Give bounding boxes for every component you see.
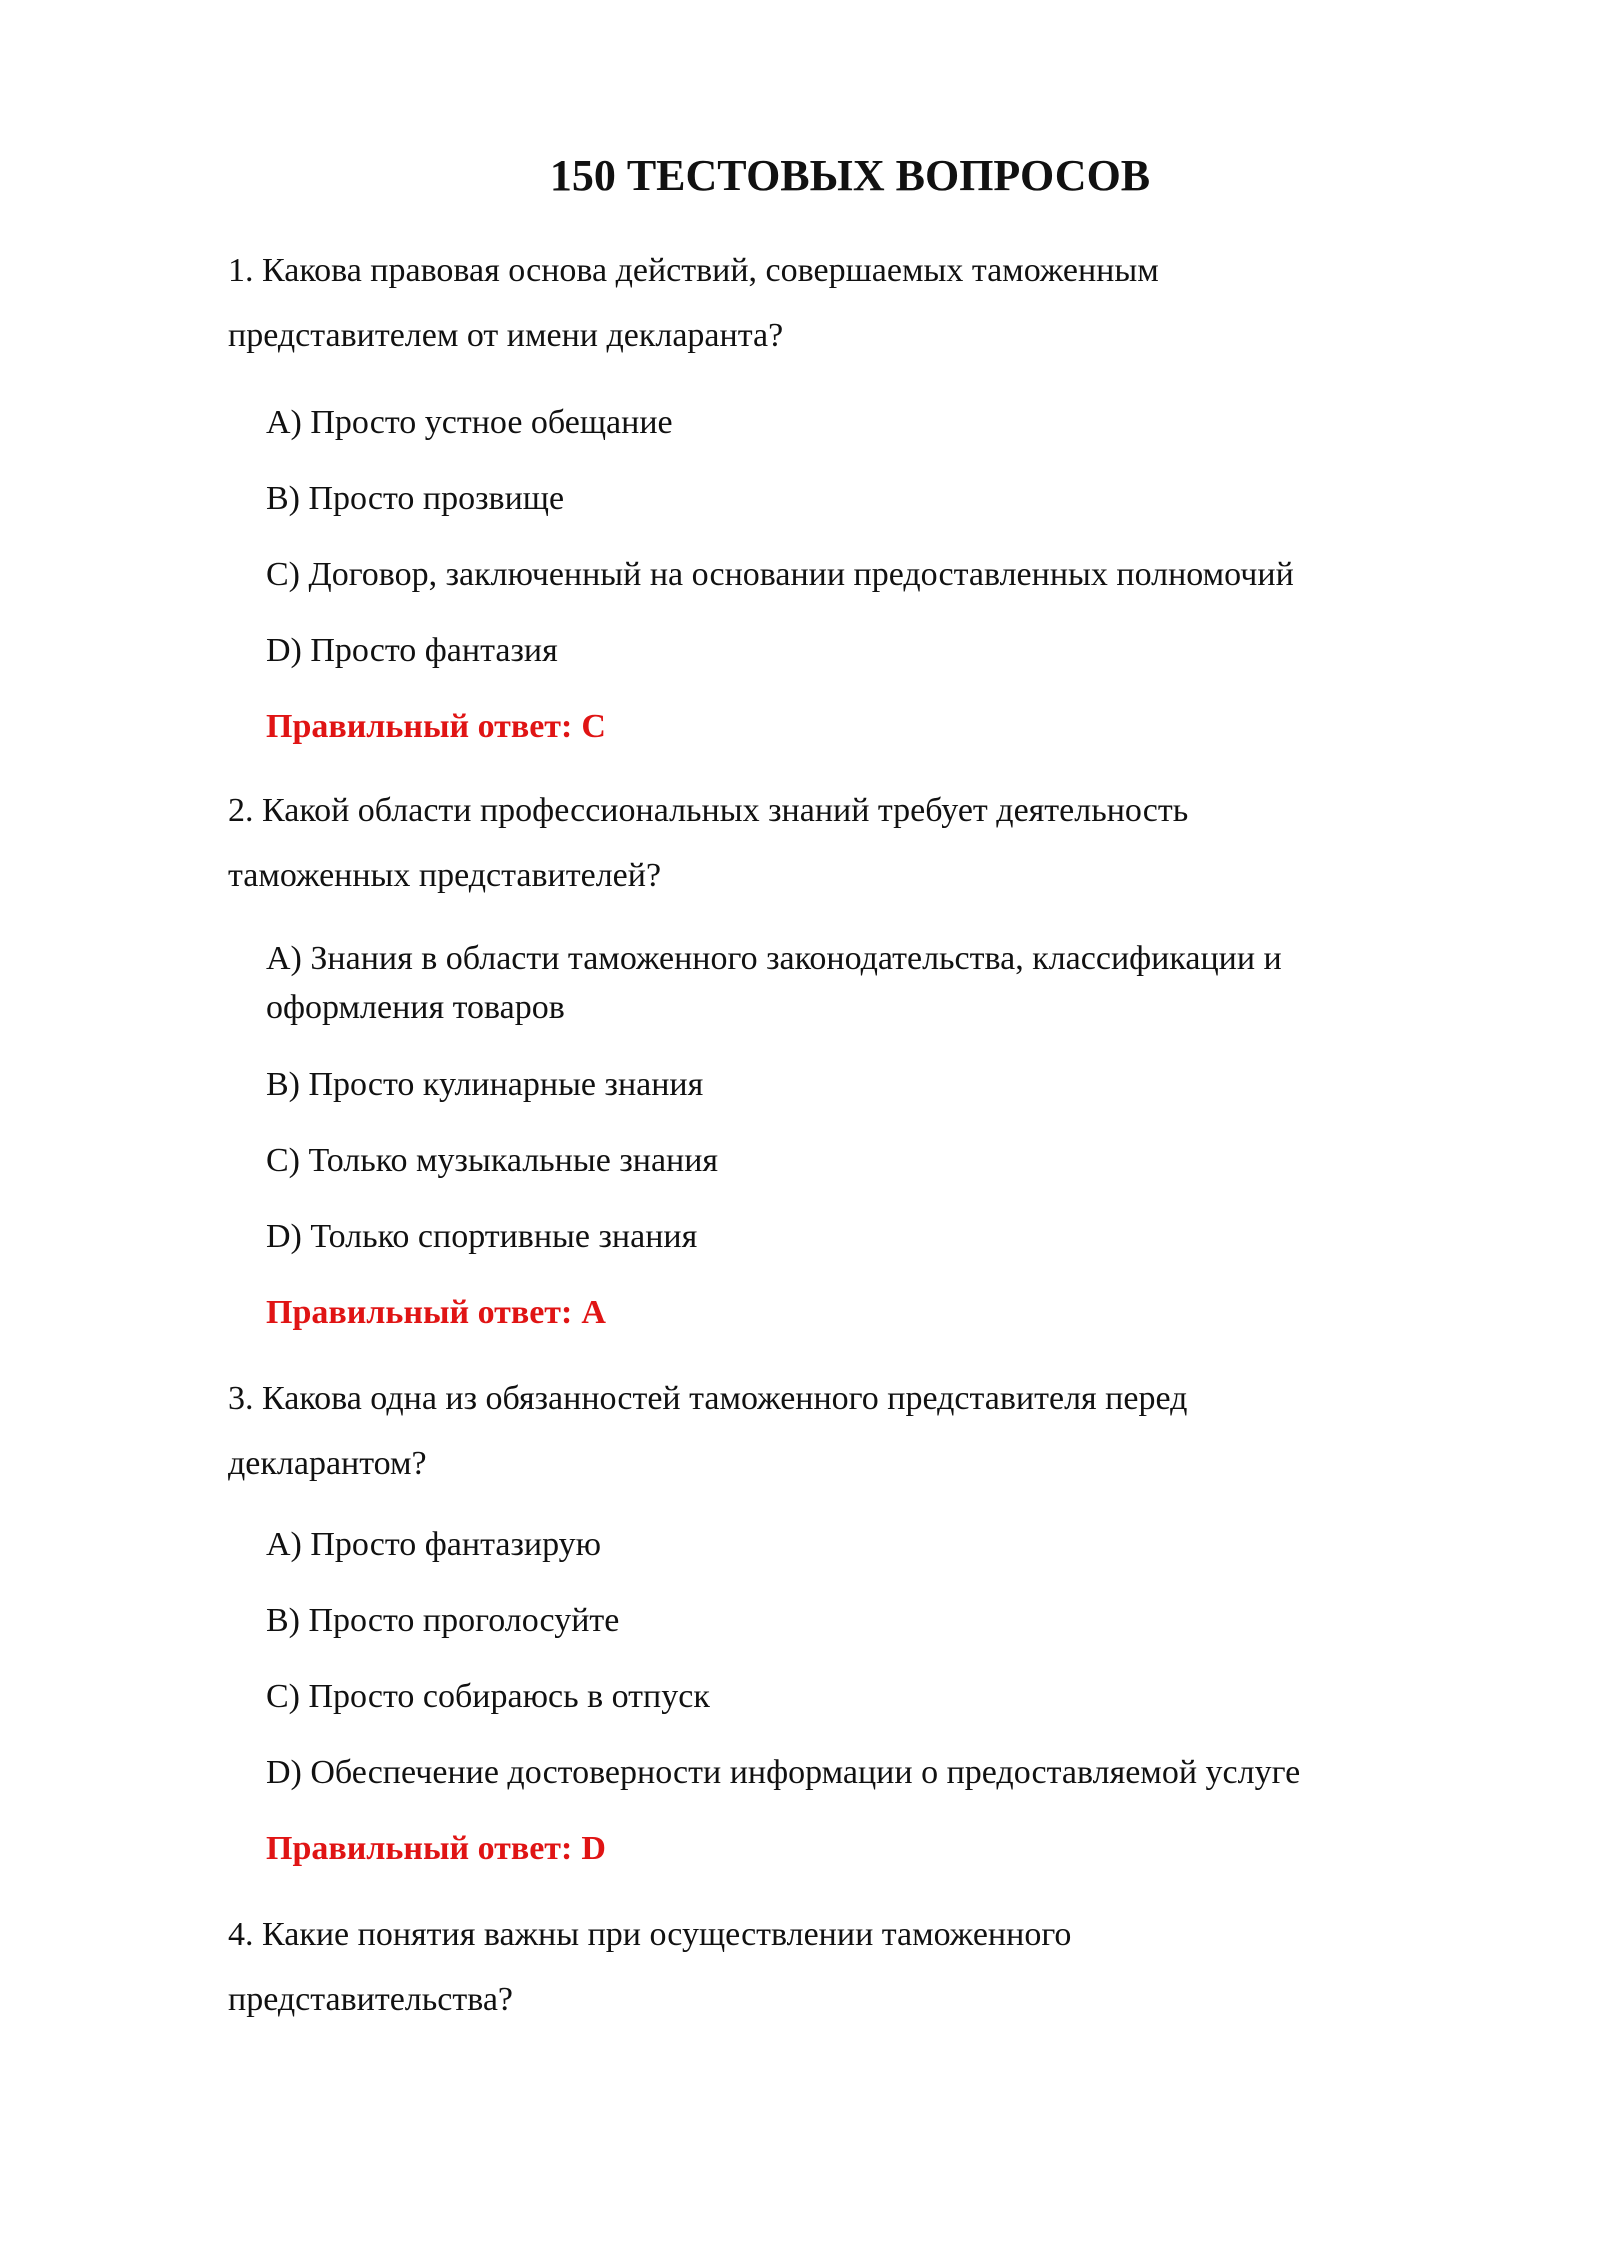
option-3-d: D) Обеспечение достоверности информации о предоставляемой услуге — [266, 1754, 1301, 1791]
answer-label: Правильный ответ: — [266, 708, 573, 745]
correct-answer-3 — [266, 1824, 606, 1873]
question-text-3: 3. Какова одна из обязанностей таможенного представителя перед декларантом? — [228, 1380, 1188, 1482]
option-3-a: A) Просто фантазирую — [266, 1526, 602, 1563]
question-text-1: 1. Какова правовая основа действий, совершаемых таможенным представителем от имени декларанта? — [228, 252, 1159, 354]
question-text-2: 2. Какой области профессиональных знаний требует деятельность таможенных представителей? — [228, 792, 1189, 894]
question-block-4 — [228, 1902, 1408, 2032]
option-1-b: B) Просто прозвище — [266, 480, 565, 517]
answer-label: Правильный ответ: — [266, 1830, 573, 1867]
option-2-c: C) Только музыкальные знания — [266, 1142, 719, 1179]
correct-answer-2 — [266, 1288, 606, 1337]
answer-label: Правильный ответ: — [266, 1294, 573, 1331]
correct-answer-1 — [266, 702, 606, 751]
answer-value: D — [581, 1830, 606, 1867]
answer-value: A — [581, 1294, 606, 1331]
option-3-c: C) Просто собираюсь в отпуск — [266, 1678, 710, 1715]
document-title: 150 ТЕСТОВЫХ ВОПРОСОВ — [549, 151, 1151, 200]
question-block-2 — [228, 778, 1408, 1331]
option-3-b: B) Просто проголосуйте — [266, 1602, 620, 1639]
option-1-a: A) Просто устное обещание — [266, 404, 673, 441]
answer-value: C — [581, 708, 606, 745]
option-1-d: D) Просто фантазия — [266, 632, 558, 669]
option-2-d: D) Только спортивные знания — [266, 1218, 698, 1255]
option-2-b: B) Просто кулинарные знания — [266, 1066, 704, 1103]
question-block-3 — [228, 1366, 1408, 1867]
question-block-1 — [228, 238, 1408, 745]
option-1-c: C) Договор, заключенный на основании предоставленных полномочий — [266, 556, 1294, 593]
option-2-a: A) Знания в области таможенного законодательства, классификации и оформления товаров — [266, 940, 1282, 1026]
question-text-4: 4. Какие понятия важны при осуществлении таможенного представительства? — [228, 1916, 1072, 2018]
